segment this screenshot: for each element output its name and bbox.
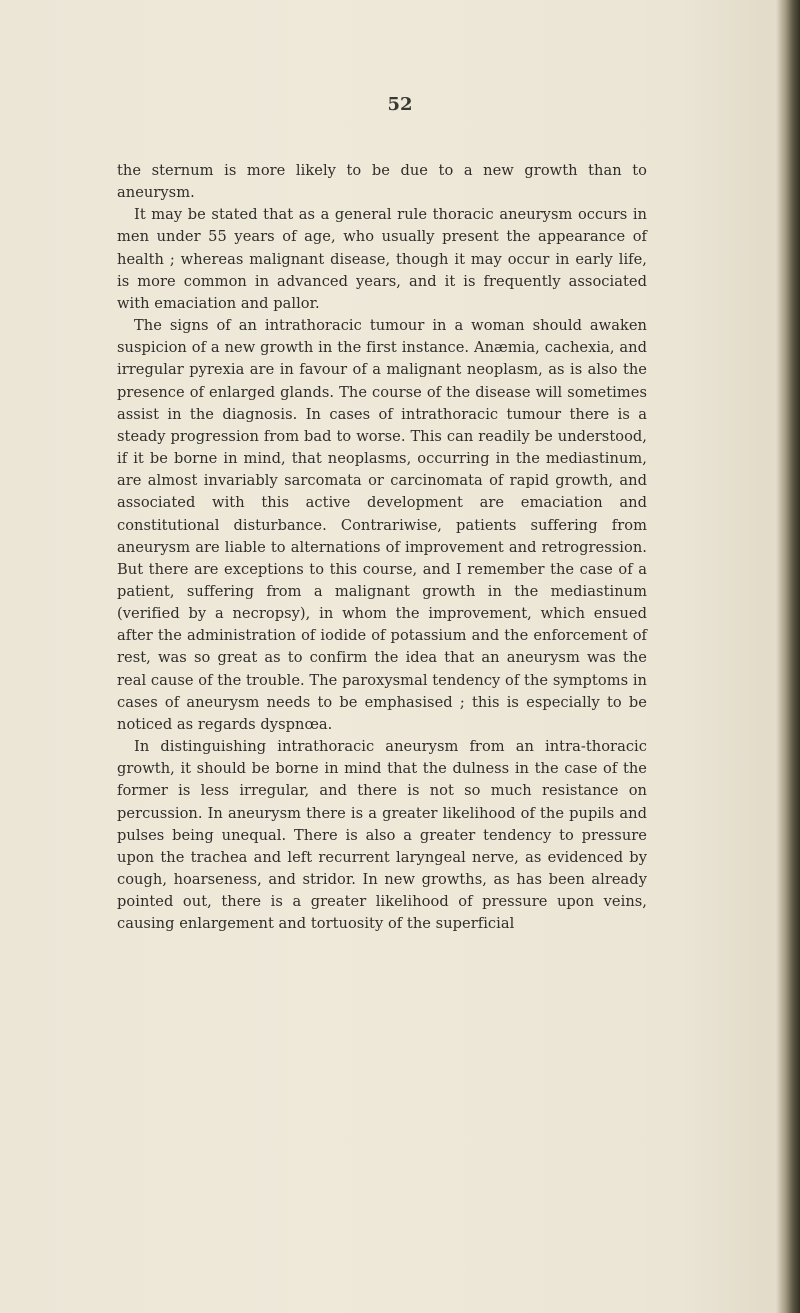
- page-number: 52: [387, 94, 413, 115]
- paragraph-tumour-signs: The signs of an intrathoracic tumour in a woman should awaken suspicion of a new growth in the first instance. Anæmia, cachexia, and irregular pyrexia are in favour of a malignant neoplasm, as is also the presence of enlarged glands. The course of the disease will sometimes assist in the diagnosis. In cases of intrathoracic tumour there is a steady progression from bad to worse. This can readily be understood, if it be borne in mind, that neoplasms, occurring in the mediastinum, are almost invariably sarcomata or carcinomata of rapid growth, and associated with this active development are emaciation and constitutional disturbance. Contrariwise, patients suffering from aneurysm are liable to alternations of improvement and retrogression. But there are exceptions to this course, and I remember the case of a patient, suffering from a malignant growth in the mediastinum (verified by a necropsy), in whom the improvement, which ensued after the administration of iodide of potassium and the enforcement of rest, was so great as to confirm the idea that an aneurysm was the real cause of the trouble. The paroxysmal tendency of the symptoms in cases of aneurysm needs to be emphasised ; this is especially to be noticed as regards dyspnœa.: [117, 317, 647, 733]
- page-body: [117, 160, 647, 935]
- paragraph-age-rule: It may be stated that as a general rule thoracic aneurysm occurs in men under 55 years of age, who usually present the appearance of health ; whereas malignant disease, though it may occur in early life, is more common in advanced years, and it is frequently associated with emaciation and pallor.: [117, 206, 647, 312]
- paragraph-distinguishing: In distinguishing intrathoracic aneurysm from an intra-thoracic growth, it should be borne in mind that the dulness in the case of the former is less irregular, and there is not so much resistance on percussion. In aneurysm there is a greater likelihood of the pupils and pulses being unequal. There is also a greater tendency to pressure upon the trachea and left recurrent laryngeal nerve, as evidenced by cough, hoarseness, and stridor. In new growths, as has been already pointed out, there is a greater likelihood of pressure upon veins, causing enlargement and tortuosity of the superficial: [117, 738, 647, 933]
- paragraph-continuation: the sternum is more likely to be due to a new growth than to aneurysm.: [117, 162, 647, 202]
- binding-edge-shadow: [776, 0, 800, 1313]
